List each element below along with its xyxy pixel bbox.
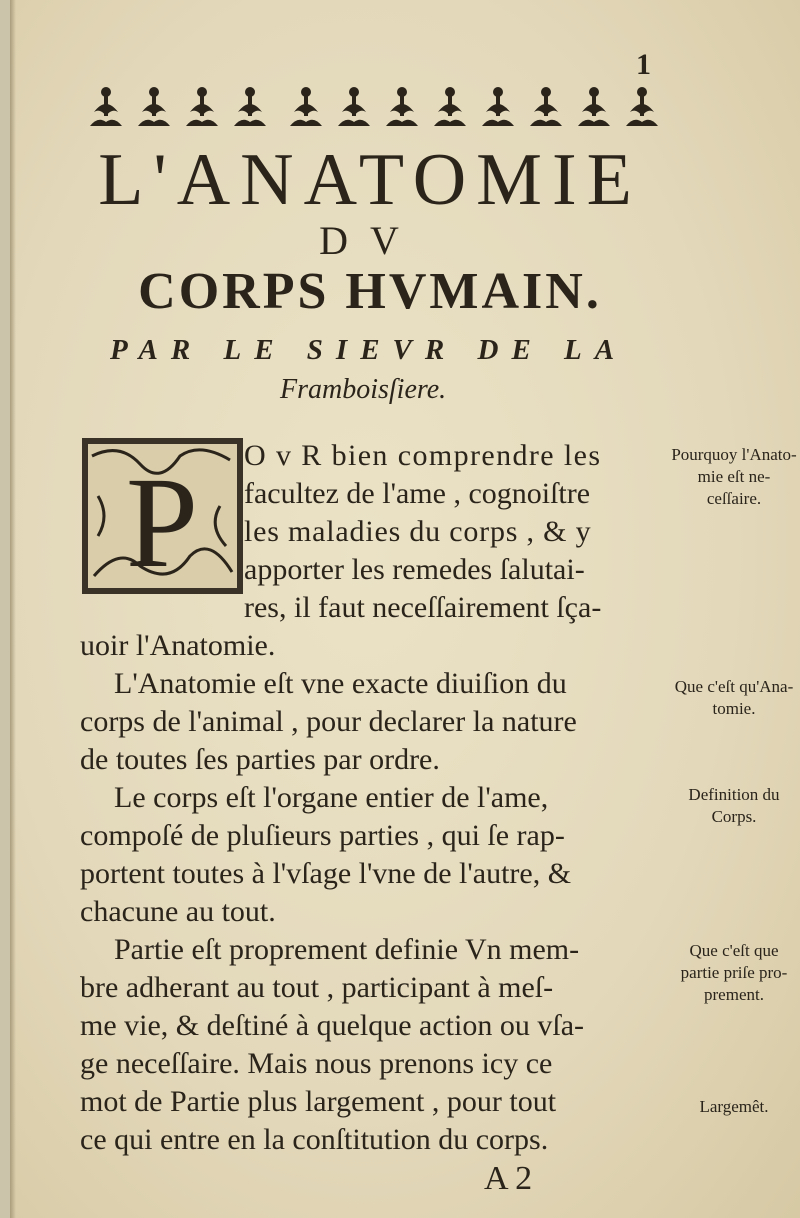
margin-note: Pourquoy l'Anato- mie eſt ne- ceſſaire. bbox=[671, 445, 797, 508]
text-line: de toutes ſes parties par ordre. bbox=[80, 743, 440, 776]
svg-text:P: P bbox=[125, 451, 199, 595]
book-page bbox=[10, 0, 800, 1218]
author-line-1: PAR LE SIEVR DE LA bbox=[110, 334, 628, 366]
text-line: mot de Partie plus largement , pour tout bbox=[80, 1085, 557, 1118]
text-line: uoir l'Anatomie. bbox=[80, 629, 276, 662]
text-line: corps de l'animal , pour declarer la nature bbox=[80, 705, 577, 738]
margin-note: Que c'eſt qu'Ana- tomie. bbox=[674, 677, 794, 718]
author-line-2: Framboisſiere. bbox=[280, 374, 447, 405]
text-line: portent toutes à l'vſage l'vne de l'autre, & bbox=[80, 857, 572, 890]
margin-note: Definition du Corps. bbox=[688, 785, 780, 826]
text-line: ce qui entre en la conſtitution du corps. bbox=[80, 1123, 549, 1156]
title-line-3: CORPS HVMAIN. bbox=[138, 263, 602, 320]
title-line-2: DV bbox=[319, 218, 421, 263]
text-line: les maladies du corps , & y bbox=[244, 515, 592, 548]
text-line: L'Anatomie eſt vne exacte diuiſion du bbox=[114, 667, 567, 700]
margin-note: Largemêt. bbox=[699, 1097, 769, 1116]
text-line: me vie, & deſtiné à quelque action ou vſa- bbox=[80, 1009, 584, 1042]
text-line: bre adherant au tout , participant à meſ- bbox=[80, 971, 554, 1004]
page-number: 1 bbox=[636, 48, 651, 81]
signature-mark: A 2 bbox=[484, 1160, 533, 1197]
text-line: res, il faut neceſſairement ſça- bbox=[244, 591, 602, 624]
margin-note: Que c'eſt que partie priſe pro- prement. bbox=[680, 941, 788, 1004]
fleuron-ornament-band bbox=[90, 82, 670, 128]
text-line: ge neceſſaire. Mais nous prenons icy ce bbox=[80, 1047, 553, 1080]
title-line-1: L'ANATOMIE bbox=[98, 139, 642, 221]
text-line: apporter les remedes ſalutai- bbox=[244, 553, 585, 586]
text-line: facultez de l'ame , cognoiſtre bbox=[244, 477, 591, 510]
text-line: chacune au tout. bbox=[80, 895, 276, 928]
text-line: compoſé de pluſieurs parties , qui ſe rap- bbox=[80, 819, 565, 852]
text-line: Le corps eſt l'organe entier de l'ame, bbox=[114, 781, 549, 814]
text-line: Partie eſt proprement definie Vn mem- bbox=[114, 933, 580, 966]
text-line: O v R bien comprendre les bbox=[244, 439, 602, 472]
decorated-initial-p bbox=[80, 436, 245, 596]
